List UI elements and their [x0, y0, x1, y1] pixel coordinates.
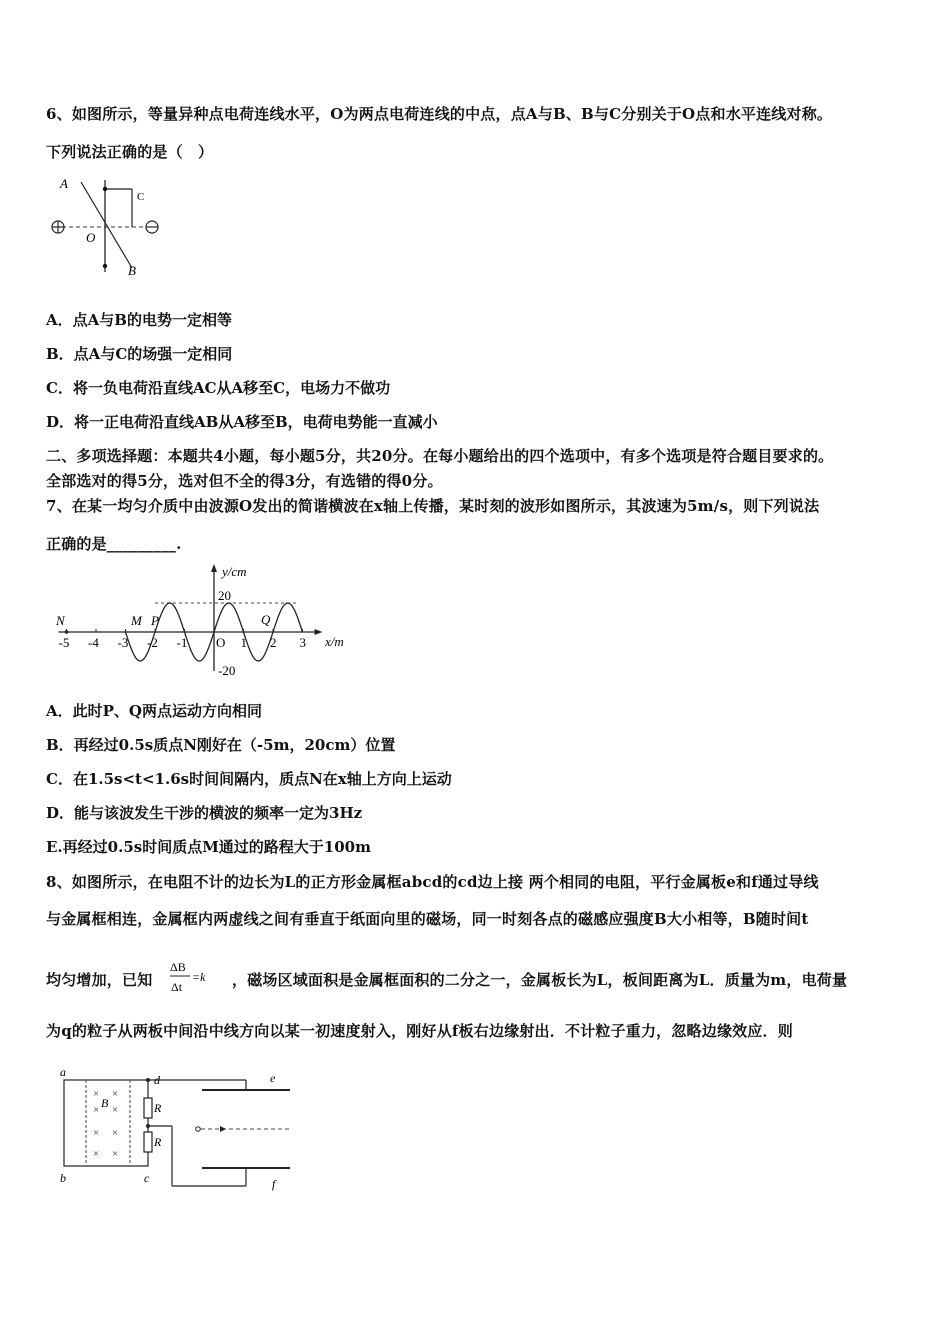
- q6-stem-line1: 6、如图所示，等量异种点电荷连线水平，O为两点电荷连线的中点，点A与B、B与C分别关于O点和水平连线对称。: [46, 105, 833, 123]
- q7-stem-line2: 正确的是_________.: [46, 535, 182, 553]
- q7-option-a: A．此时P、Q两点运动方向相同: [46, 702, 262, 720]
- x-tick-label-O: O: [216, 635, 226, 650]
- q7-wave-chart: [44, 562, 364, 682]
- frac-numerator: ΔB: [170, 960, 186, 974]
- svg-text:×: ×: [93, 1104, 100, 1116]
- q8-stem-line3a: 均匀增加，已知: [46, 971, 153, 989]
- q6-figure: [44, 172, 174, 282]
- svg-text:×: ×: [93, 1148, 100, 1160]
- label-b: b: [60, 1171, 66, 1185]
- svg-text:×: ×: [112, 1148, 119, 1160]
- y-axis-label: y/cm: [222, 564, 247, 579]
- section2-heading-line2: 全部选对的得5分，选对但不全的得3分，有选错的得0分。: [46, 472, 443, 490]
- q7-option-b: B．再经过0.5s质点N刚好在（-5m，20cm）位置: [46, 736, 396, 754]
- resistor-1: [144, 1098, 152, 1118]
- label-o: O: [86, 230, 96, 245]
- label-m: M: [131, 613, 142, 628]
- q8-circuit-figure: [50, 1060, 310, 1195]
- svg-text:×: ×: [112, 1127, 119, 1139]
- x-tick-label-1: 1: [240, 635, 247, 650]
- point-n: [65, 630, 69, 634]
- svg-text:×: ×: [112, 1088, 119, 1100]
- svg-text:×: ×: [93, 1088, 100, 1100]
- label-a: A: [60, 176, 68, 191]
- x-tick-label--3: -3: [117, 635, 129, 650]
- y-tick-label-bottom: -20: [218, 663, 236, 678]
- q7-option-c: C．在1.5s<t<1.6s时间间隔内，质点N在x轴上方向上运动: [46, 770, 452, 788]
- line-ab: [81, 182, 132, 268]
- label-q: Q: [261, 612, 271, 627]
- point-bottom: [103, 264, 107, 268]
- q6-stem-line2: 下列说法正确的是（ ）: [46, 143, 214, 161]
- metal-frame: [64, 1080, 148, 1166]
- x-tick-label--2: -2: [147, 635, 158, 650]
- label-field-b: B: [101, 1096, 109, 1110]
- q7-option-e: E.再经过0.5s时间质点M通过的路程大于100m: [46, 838, 371, 856]
- label-c: c: [144, 1171, 150, 1185]
- label-r2: R: [154, 1135, 162, 1149]
- label-n: N: [56, 613, 65, 628]
- q8-stem-line1: 8、如图所示，在电阻不计的边长为L的正方形金属框abcd的cd边上接 两个相同的电阻，平行金属板e和f通过导线: [46, 873, 819, 891]
- svg-text:×: ×: [93, 1127, 100, 1139]
- label-a: a: [60, 1065, 66, 1079]
- label-b: B: [128, 263, 136, 278]
- frac-equals: =k: [192, 970, 206, 984]
- particle: [196, 1127, 201, 1132]
- q6-option-b: B．点A与C的场强一定相同: [46, 345, 233, 363]
- y-tick-label-top: 20: [218, 588, 231, 603]
- svg-text:×: ×: [112, 1104, 119, 1116]
- q8-fraction: [168, 957, 216, 997]
- x-tick-label-2: 2: [270, 635, 277, 650]
- q6-option-c: C．将一负电荷沿直线AC从A移至C，电场力不做功: [46, 379, 391, 397]
- q7-stem-line1: 7、在某一均匀介质中由波源O发出的简谐横波在x轴上传播，某时刻的波形如图所示，其波速为5m/s，则下列说法: [46, 497, 820, 515]
- x-axis-label: x/m: [325, 634, 344, 649]
- label-p: P: [151, 613, 159, 628]
- q7-option-d: D．能与该波发生干涉的横波的频率一定为3Hz: [46, 804, 363, 822]
- q8-stem-line3b: ，磁场区域面积是金属框面积的二分之一，金属板长为L，板间距离为L．质量为m，电荷量: [232, 971, 848, 989]
- resistor-2: [144, 1132, 152, 1152]
- x-tick-label--1: -1: [176, 635, 188, 650]
- section2-heading-line1: 二、多项选择题：本题共4小题，每小题5分，共20分。在每小题给出的四个选项中，有多个选项是符合题目要求的。: [46, 447, 834, 465]
- q8-stem-line4: 为q的粒子从两板中间沿中线方向以某一初速度射入，刚好从f板右边缘射出．不计粒子重力，忽略边缘效应．则: [46, 1022, 793, 1040]
- q6-option-d: D．将一正电荷沿直线AB从A移至B，电荷电势能一直减小: [46, 413, 438, 431]
- label-c: C: [137, 191, 145, 203]
- x-tick-label--4: -4: [88, 635, 99, 650]
- x-tick-label--5: -5: [58, 635, 70, 650]
- x-axis-arrow: [315, 629, 323, 635]
- x-tick-label-3: 3: [299, 635, 306, 650]
- frac-denominator: Δt: [171, 980, 183, 994]
- label-r1: R: [154, 1101, 162, 1115]
- point-top: [103, 187, 107, 191]
- q8-stem-line2: 与金属框相连，金属框内两虚线之间有垂直于纸面向里的磁场，同一时刻各点的磁感应强度B大小相等，B随时间t: [46, 910, 809, 928]
- label-e: e: [270, 1071, 276, 1085]
- label-f: f: [272, 1177, 276, 1191]
- y-axis-arrow: [211, 564, 217, 572]
- q6-option-a: A．点A与B的电势一定相等: [46, 311, 232, 329]
- label-d: d: [154, 1073, 160, 1087]
